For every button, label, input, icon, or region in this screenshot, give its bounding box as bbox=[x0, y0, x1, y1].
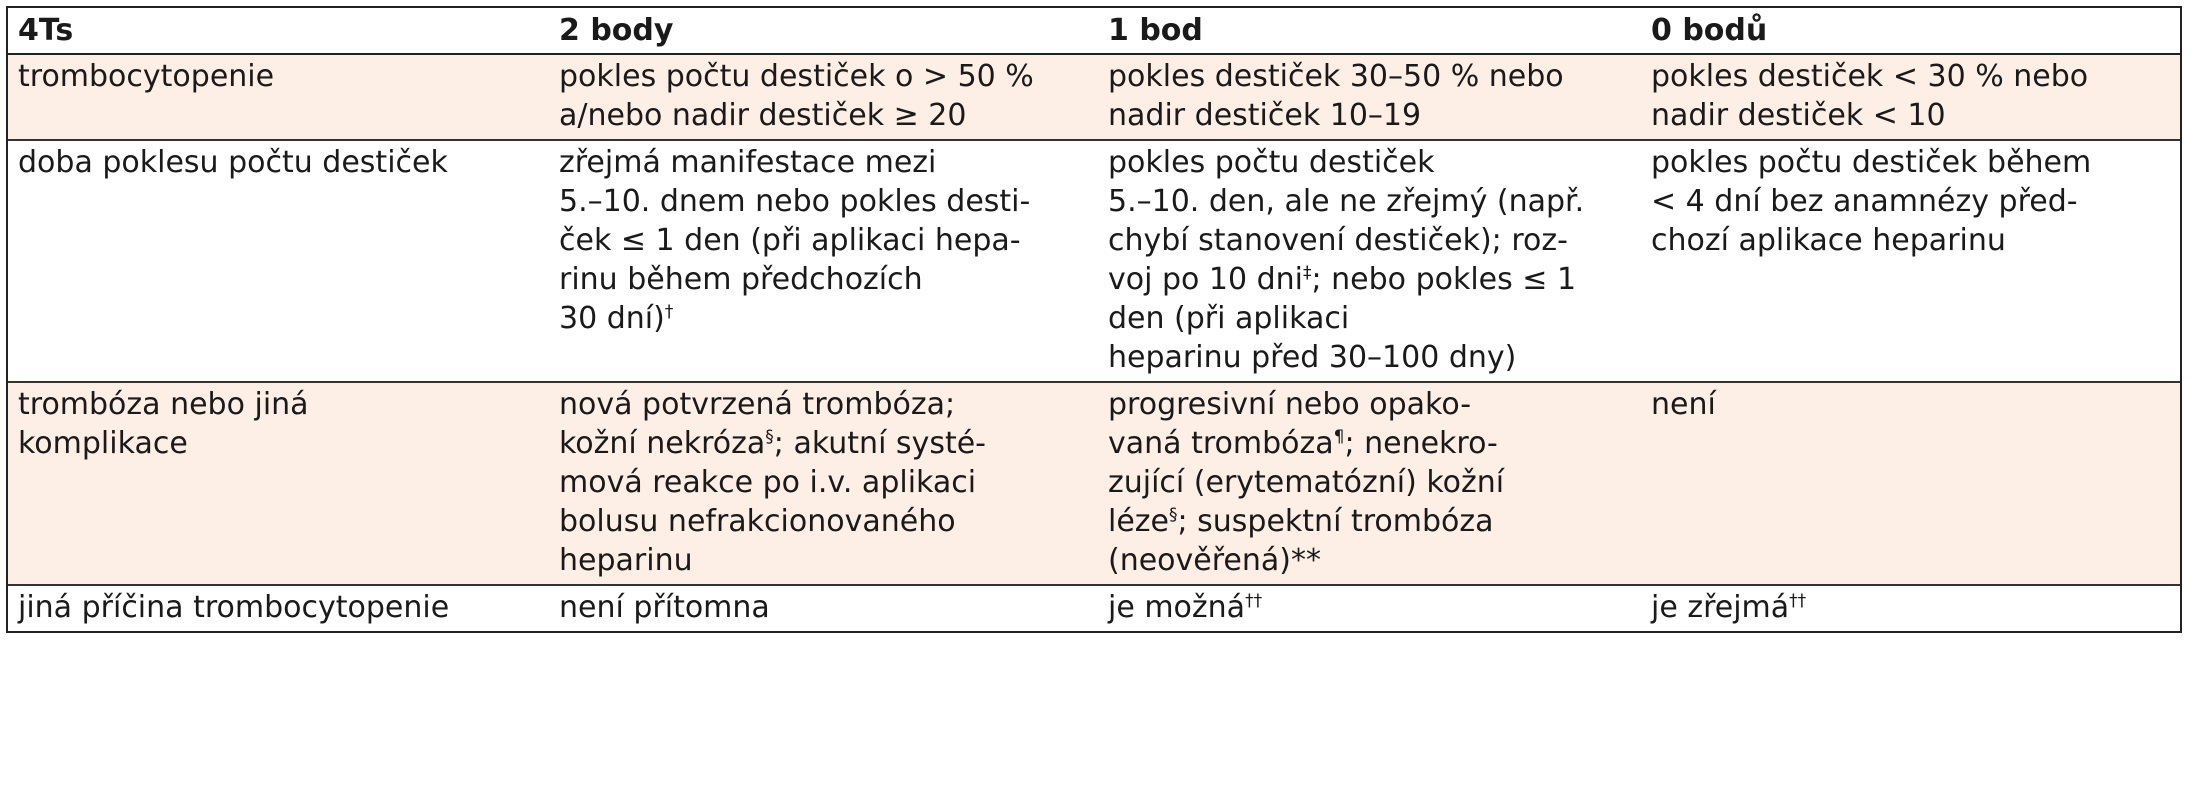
footnote-mark: ‡ bbox=[1303, 263, 1312, 283]
two-points-cell bbox=[549, 382, 1098, 585]
cell-text: nová potvrzená trombóza; kožní nekróza bbox=[559, 387, 956, 461]
scoring-table-frame bbox=[6, 6, 2182, 633]
cell-text: progresivní nebo opako- vaná trombóza bbox=[1108, 387, 1472, 461]
cell-text: pokles počtu destiček 5.–10. den, ale ne zřejmý (např. chybí stanovení destiček); roz- voj po 10 dni bbox=[1108, 145, 1585, 297]
one-point-cell bbox=[1098, 382, 1641, 585]
table-row bbox=[8, 140, 2180, 382]
footnote-mark: § bbox=[765, 427, 774, 447]
two-points-cell: není přítomna bbox=[549, 585, 1098, 631]
two-points-cell: pokles počtu destiček o > 50 % a/nebo nadir destiček ≥ 20 bbox=[549, 54, 1098, 140]
one-point-cell bbox=[1098, 585, 1641, 631]
footnote-mark: †† bbox=[1789, 591, 1807, 611]
footnote-mark: †† bbox=[1245, 591, 1263, 611]
zero-points-cell: není bbox=[1641, 382, 2180, 585]
header-1-point: 1 bod bbox=[1098, 8, 1641, 54]
cell-text: zřejmá manifestace mezi 5.–10. dnem nebo pokles desti- ček ≤ 1 den (při aplikaci hepa- rinu během předchozích 30 dní) bbox=[559, 145, 1031, 336]
table-row bbox=[8, 585, 2180, 631]
zero-points-cell bbox=[1641, 585, 2180, 631]
cell-text: je zřejmá bbox=[1651, 590, 1790, 625]
cell-text: ; akutní systé- mová reakce po i.v. aplikaci bolusu nefrakcionovaného heparinu bbox=[559, 426, 986, 578]
criterion-cell: trombocytopenie bbox=[8, 54, 549, 140]
zero-points-cell: pokles počtu destiček během < 4 dní bez anamnézy před- chozí aplikace heparinu bbox=[1641, 140, 2180, 382]
one-point-cell: pokles destiček 30–50 % nebo nadir destiček 10–19 bbox=[1098, 54, 1641, 140]
header-2-points: 2 body bbox=[549, 8, 1098, 54]
header-0-points: 0 bodů bbox=[1641, 8, 2180, 54]
header-criterion: 4Ts bbox=[8, 8, 549, 54]
two-points-cell bbox=[549, 140, 1098, 382]
cell-text: ; suspektní trombóza (neověřená)** bbox=[1108, 504, 1494, 578]
cell-text: ; nenekro- zující (erytematózní) kožní léze bbox=[1108, 426, 1505, 539]
table-row bbox=[8, 54, 2180, 140]
table-header-row bbox=[8, 8, 2180, 54]
zero-points-cell: pokles destiček < 30 % nebo nadir destiček < 10 bbox=[1641, 54, 2180, 140]
cell-text: ; nebo pokles ≤ 1 den (při aplikaci heparinu před 30–100 dny) bbox=[1108, 262, 1577, 375]
footnote-mark: † bbox=[664, 302, 674, 322]
one-point-cell bbox=[1098, 140, 1641, 382]
table-row bbox=[8, 382, 2180, 585]
cell-text: je možná bbox=[1108, 590, 1246, 625]
criterion-cell: doba poklesu počtu destiček bbox=[8, 140, 549, 382]
footnote-mark: ¶ bbox=[1333, 427, 1345, 447]
footnote-mark: § bbox=[1169, 505, 1178, 525]
criterion-cell: trombóza nebo jiná komplikace bbox=[8, 382, 549, 585]
4ts-scoring-table bbox=[8, 8, 2180, 631]
criterion-cell: jiná příčina trombocytopenie bbox=[8, 585, 549, 631]
